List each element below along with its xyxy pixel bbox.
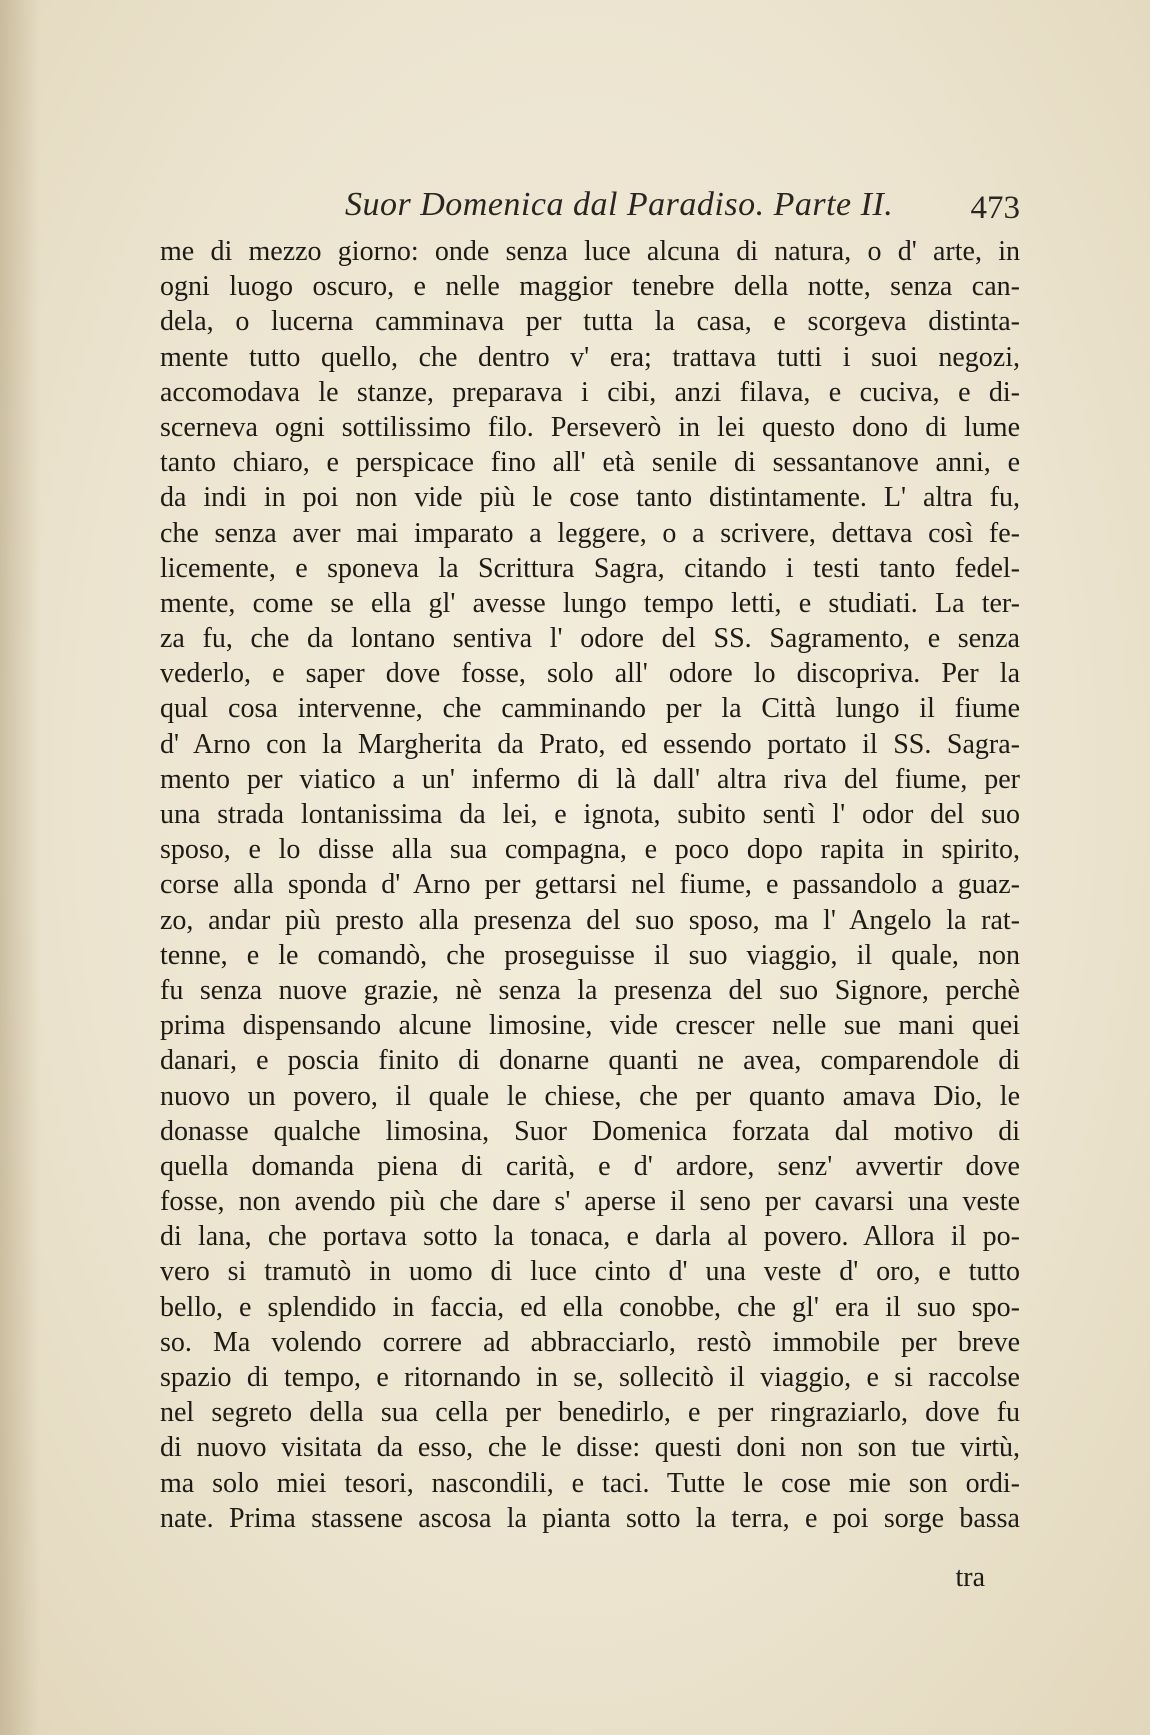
text-line: vederlo, e saper dove fosse, solo all' odore lo discopriva. Per la [160,658,1020,690]
running-title: Suor Domenica dal Paradiso. Parte II. [345,186,894,223]
text-line: donasse qualche limosina, Suor Domenica forzata dal motivo di [160,1115,1020,1147]
text-line: corse alla sponda d' Arno per gettarsi nel fiume, e passandolo a guaz- [160,869,1020,901]
text-line: so. Ma volendo correre ad abbracciarlo, restò immobile per breve [160,1326,1020,1358]
text-line: vero si tramutò in uomo di luce cinto d' una veste d' oro, e tutto [160,1256,1020,1288]
text-line: quella domanda piena di carità, e d' ardore, senz' avvertir dove [160,1150,1020,1182]
page-number: 473 [970,190,1020,226]
body-text [160,234,1020,1536]
text-line: bello, e splendido in faccia, ed ella conobbe, che gl' era il suo spo- [160,1291,1020,1323]
text-line: nate. Prima stassene ascosa la pianta sotto la terra, e poi sorge bassa [160,1502,1020,1534]
text-line: mente, come se ella gl' avesse lungo tempo letti, e studiati. La ter- [160,587,1020,619]
text-line: zo, andar più presto alla presenza del suo sposo, ma l' Angelo la rat- [160,904,1020,936]
text-line: tanto chiaro, e perspicace fino all' età senile di sessantanove anni, e [160,447,1020,479]
text-line: dela, o lucerna camminava per tutta la casa, e scorgeva distinta- [160,306,1020,338]
text-line: qual cosa intervenne, che camminando per la Città lungo il fiume [160,693,1020,725]
text-line: d' Arno con la Margherita da Prato, ed essendo portato il SS. Sagra- [160,728,1020,760]
text-line: za fu, che da lontano sentiva l' odore del SS. Sagramento, e senza [160,623,1020,655]
text-line: che senza aver mai imparato a leggere, o a scrivere, dettava così fe- [160,517,1020,549]
text-line: fosse, non avendo più che dare s' aperse il seno per cavarsi una veste [160,1186,1020,1218]
text-line: nel segreto della sua cella per benedirlo, e per ringraziarlo, dove fu [160,1397,1020,1429]
text-line: fu senza nuove grazie, nè senza la presenza del suo Signore, perchè [160,974,1020,1006]
text-line: prima dispensando alcune limosine, vide crescer nelle sue mani quei [160,1010,1020,1042]
text-line: mento per viatico a un' infermo di là dall' altra riva del fiume, per [160,763,1020,795]
text-line: scerneva ogni sottilissimo filo. Perseverò in lei questo dono di lume [160,411,1020,443]
catchword: tra [955,1562,985,1593]
text-line: tenne, e le comandò, che proseguisse il suo viaggio, il quale, non [160,939,1020,971]
text-line: nuovo un povero, il quale le chiese, che per quanto amava Dio, le [160,1080,1020,1112]
text-line: di lana, che portava sotto la tonaca, e darla al povero. Allora il po- [160,1221,1020,1253]
page-header [160,186,1020,230]
text-line: sposo, e lo disse alla sua compagna, e poco dopo rapita in spirito, [160,834,1020,866]
text-line: danari, e poscia finito di donarne quanti ne avea, comparendole di [160,1045,1020,1077]
text-line: ogni luogo oscuro, e nelle maggior tenebre della notte, senza can- [160,271,1020,303]
text-line: di nuovo visitata da esso, che le disse: questi doni non son tue virtù, [160,1432,1020,1464]
text-line: una strada lontanissima da lei, e ignota, subito sentì l' odor del suo [160,799,1020,830]
text-line: licemente, e sponeva la Scrittura Sagra, citando i testi tanto fedel- [160,552,1020,584]
text-line: spazio di tempo, e ritornando in se, sollecitò il viaggio, e si raccolse [160,1362,1020,1393]
text-line: accomodava le stanze, preparava i cibi, anzi filava, e cuciva, e di- [160,376,1020,408]
text-line: ma solo miei tesori, nascondili, e taci. Tutte le cose mie son ordi- [160,1467,1020,1499]
text-line: da indi in poi non vide più le cose tanto distintamente. L' altra fu, [160,482,1020,514]
text-line: mente tutto quello, che dentro v' era; trattava tutti i suoi negozi, [160,341,1020,373]
text-line: me di mezzo giorno: onde senza luce alcuna di natura, o d' arte, in [160,236,1020,267]
